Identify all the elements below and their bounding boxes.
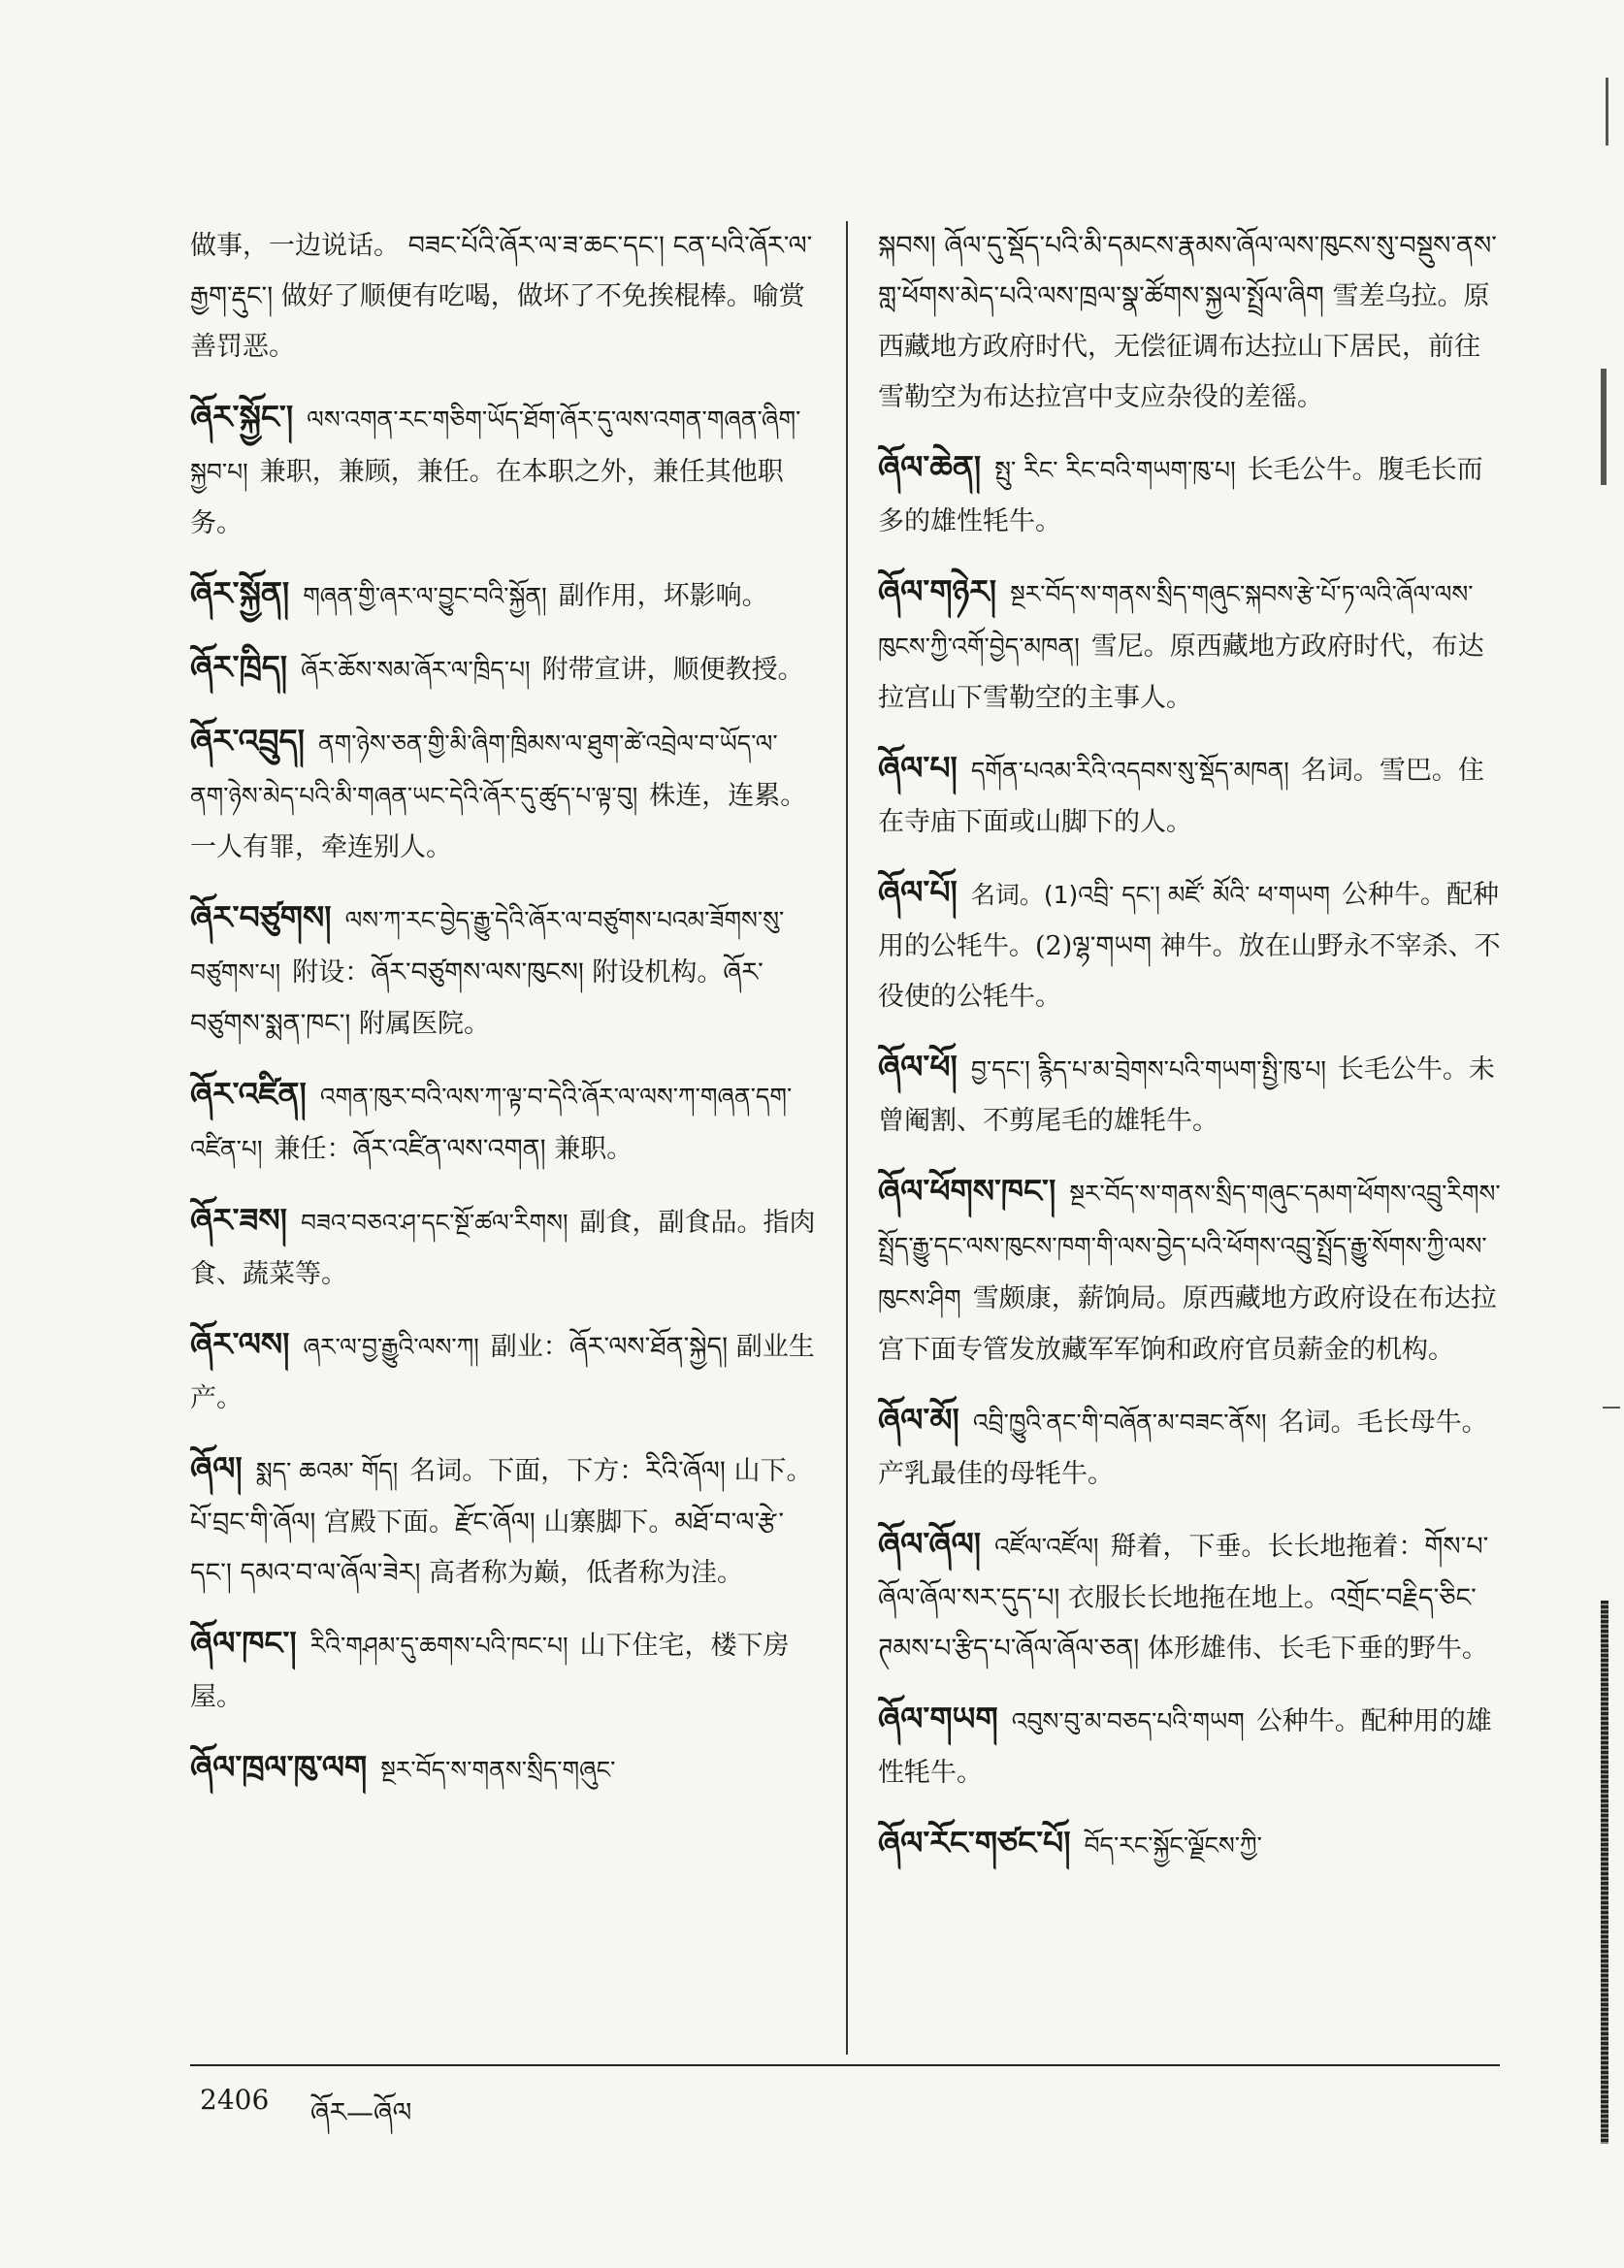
headword: ཞོལ། xyxy=(190,1449,243,1487)
dictionary-entry xyxy=(878,867,1504,1022)
headword: ཞོར་སྐྱོང་། xyxy=(190,398,294,436)
edge-mark xyxy=(1606,78,1608,146)
chinese-definition: 雪颇康，薪饷局。原西藏地方政府设在布达拉宫下面专管发放藏军军饷和政府官员薪金的机构。 xyxy=(878,1283,1497,1365)
chinese-definition: 附带宣讲，顺便教授。 xyxy=(541,655,804,685)
dictionary-entry xyxy=(878,1818,1504,1872)
headword: ཞོལ་ཆེན། xyxy=(878,448,982,486)
dictionary-entry xyxy=(878,442,1504,547)
dictionary-entry xyxy=(878,1166,1504,1376)
chinese-definition: 搿着，下垂。长长地拖着：གོས་པ་ཞོལ་ཞོལ་སར་དུད་པ། 衣服长长地拖在地上。འགྲོང་བརྗིད་ཅིང་ཊམས་པ་རྩིད་པ་ཞོལ་ཞོལ་ཅན། 体形雄伟、长毛下垂的野牛。 xyxy=(878,1532,1489,1664)
dictionary-entry xyxy=(190,392,816,549)
tibetan-definition: བོད་རང་སྐྱོང་ལྗོངས་ཀྱི་ xyxy=(1084,1831,1262,1860)
dictionary-entry xyxy=(190,642,816,697)
dictionary-entry xyxy=(190,1742,816,1797)
scan-edge-bar xyxy=(1601,1601,1608,2144)
dictionary-entry xyxy=(878,1694,1504,1798)
continuation-text: སྐབས། ཞོལ་དུ་སྡོད་པའི་མི་དམངས་རྣམས་ཞོལ་ལས་ཁུངས་སུ་བསྡུས་ནས་གླ་ཕོགས་མེད་པའི་ལས་ཁྲལ་སྣ་ཚོགས་སྐྱལ་སྤྲོལ་ཞིག 雪差乌拉。原西藏地方政府时代，无偿征调布达拉山下居民，前往雪勒空为布达拉宫中支应杂役的差徭。 xyxy=(878,231,1497,412)
chinese-definition: 山下住宅，楼下房屋。 xyxy=(190,1631,790,1712)
page-number: 2406 xyxy=(200,2084,270,2116)
chinese-definition: 雪尼。原西藏地方政府时代，布达拉宫山下雪勒空的主事人。 xyxy=(878,632,1484,713)
headword: ཞོལ་ཞོལ། xyxy=(878,1525,982,1563)
dictionary-entry xyxy=(190,1319,816,1424)
chinese-definition: 公种牛。配种用的雄性牦牛。 xyxy=(878,1706,1492,1788)
tibetan-definition: བྱ་དང་། རྙིད་པ་མ་བྲེགས་པའི་གཡག་སྤྱི་ཁུ་པ། xyxy=(970,1055,1326,1084)
edge-mark xyxy=(1603,1407,1620,1409)
dictionary-entry xyxy=(878,1042,1504,1147)
headword: ཞོར་ཁྲིད། xyxy=(190,648,288,686)
headword: ཞོར་ཟས། xyxy=(190,1201,287,1239)
dictionary-entry xyxy=(190,568,816,623)
headword: ཞོལ་པོ། xyxy=(878,873,958,911)
tibetan-definition: ནག་ཉེས་ཅན་གྱི་མི་ཞིག་ཁྲིམས་ལ་ཐུག་ཚེ་འབྲེལ་བ་ཡོད་ལ་ནག་ཉེས་མེད་པའི་མི་གཞན་ཡང་དེའི་ཞོར་དུ་ཚུད་པ་ལྟ་བུ། xyxy=(190,729,778,810)
dictionary-entry xyxy=(190,1195,816,1300)
tibetan-definition: སྔར་བོད་ས་གནས་སྲིད་གཞུང་ xyxy=(380,1756,616,1784)
headword: ཞོར་འབྲུད། xyxy=(190,722,305,760)
left-column xyxy=(190,221,816,1816)
tibetan-definition: ཞར་ལ་བྱ་རྒྱུའི་ལས་ཀ། xyxy=(303,1333,479,1361)
tibetan-definition: སྤུ་ རིང་ རིང་བའི་གཡག་ཁུ་པ། xyxy=(994,456,1236,484)
headword: ཞོལ་ཕོ། xyxy=(878,1048,958,1085)
dictionary-entry xyxy=(878,1395,1504,1500)
headword: ཞོར་འཛིན། xyxy=(190,1075,307,1113)
running-head: ཞོར—ཞོལ xyxy=(310,2096,412,2128)
chinese-definition: 附设：ཞོར་བཙུགས་ལས་ཁུངས། 附设机构。ཞོར་བཙུགས་སྨན་ཁང་། 附属医院。 xyxy=(190,957,763,1039)
tibetan-definition: སྔར་བོད་ས་གནས་སྲིད་གཞུང་སྐབས་རྩེ་པོ་ཏ་ལའི་ཞོལ་ལས་ཁུངས་ཀྱི་འགོ་བྱེད་མཁན། xyxy=(878,580,1474,661)
tibetan-definition: འབྲི་ཁྱུའི་ནང་གི་བཞོན་མ་བཟང་ནོས། xyxy=(972,1409,1267,1437)
chinese-definition: 名词。毛长母牛。产乳最佳的母牦牛。 xyxy=(878,1408,1488,1489)
chinese-definition: 公种牛。配种用的公牦牛。(2)ལྷ་གཡག 神牛。放在山野永不宰杀、不役使的公牦牛。 xyxy=(878,880,1501,1012)
headword: ཞོལ་པ། xyxy=(878,749,958,787)
tibetan-definition: 名词。(1)འབྲི་ དང་། མཛོ་ མོའི་ ཕ་གཡག xyxy=(970,881,1330,909)
column-divider xyxy=(846,221,848,2055)
continuation-text: 做事，一边说话。 བཟང་པོའི་ཞོར་ལ་ཟ་ཆང་དང་། ངན་པའི་ཞོར་ལ་རྒྱག་རྡུང་། 做好了顺便有吃喝，做坏了不免挨棍棒。喻赏善罚恶。 xyxy=(190,231,813,362)
headword: ཞོལ་ཕོགས་ཁང་། xyxy=(878,1172,1056,1210)
headword: ཞོལ་རོང་གཙང་པོ། xyxy=(878,1824,1071,1862)
chinese-definition: 副食，副食品。指肉食、蔬菜等。 xyxy=(190,1208,816,1289)
chinese-definition: 名词。雪巴。住在寺庙下面或山脚下的人。 xyxy=(878,756,1484,837)
tibetan-definition: སྨད་ ཆའམ་ གོད། xyxy=(255,1457,399,1485)
chinese-definition: 兼任：ཞོར་འཛིན་ལས་འགན། 兼职。 xyxy=(274,1134,633,1164)
chinese-definition: 副作用，坏影响。 xyxy=(558,581,768,611)
tibetan-definition: ལས་ཀ་རང་བྱེད་རྒྱུ་དེའི་ཞོར་ལ་བཙུགས་པའམ་ཟོགས་སུ་བཙུགས་པ། xyxy=(190,906,785,987)
chinese-definition: 副业：ཞོར་ལས་ཐོན་སྐྱེད། 副业生产。 xyxy=(190,1332,815,1413)
tibetan-definition: རིའི་གཤམ་དུ་ཆགས་པའི་ཁང་པ། xyxy=(309,1632,568,1660)
tibetan-definition: འཛོལ་འཛོལ། xyxy=(994,1533,1099,1561)
dictionary-entry xyxy=(878,1519,1504,1674)
tibetan-definition: ཞོར་ཆོས་སམ་ཞོར་ལ་ཁྲིད་པ། xyxy=(301,656,531,684)
edge-mark xyxy=(1601,369,1607,485)
chinese-definition: 株连，连累。一人有罪，牵连别人。 xyxy=(190,781,807,862)
right-column xyxy=(878,221,1504,1892)
dictionary-entry xyxy=(190,1069,816,1176)
headword: ཞོལ་གཉེར། xyxy=(878,572,997,610)
tibetan-definition: སྔར་བོད་ས་གནས་སྲིད་གཞུང་དམག་ཕོགས་འབྲུ་རིགས་སྤྲོད་རྒྱུ་དང་ལས་ཁུངས་ཁག་གི་ལས་བྱེད་པའི་ཕོགས་འབྲུ་སྤྲོད་རྒྱུ་སོགས་ཀྱི་ལས་ཁུངས་ཤིག xyxy=(878,1180,1501,1312)
tibetan-definition: ལས་འགན་རང་གཅིག་ཡོད་ཐོག་ཞོར་དུ་ལས་འགན་གཞན་ཞིག་སྐྱབ་པ། xyxy=(190,405,801,486)
headword: ཞོལ་མོ། xyxy=(878,1401,959,1439)
dictionary-entry xyxy=(878,743,1504,848)
tibetan-definition: འགན་ཁུར་བའི་ལས་ཀ་ལྟ་བ་དེའི་ཞོར་ལ་ལས་ཀ་གཞན་དག་འཛིན་པ། xyxy=(190,1083,793,1163)
dictionary-entry xyxy=(190,716,816,873)
headword: ཞོར་ལས། xyxy=(190,1325,290,1363)
dictionary-entry xyxy=(190,1618,816,1723)
headword: ཞོལ་གཡག xyxy=(878,1700,998,1737)
tibetan-definition: བཟའ་བཅའ་ཤ་དང་སྔོ་ཚལ་རིགས། xyxy=(300,1209,568,1237)
chinese-definition: 兼职，兼顾，兼任。在本职之外，兼任其他职务。 xyxy=(190,457,784,538)
chinese-definition: 长毛公牛。未曾阉割、不剪尾毛的雄牦牛。 xyxy=(878,1054,1495,1136)
headword: ཞོར་སྐྱོན། xyxy=(190,574,290,612)
tibetan-definition: འབུས་བུ་མ་བཅད་པའི་གཡག xyxy=(1011,1707,1245,1735)
dictionary-entry xyxy=(878,567,1504,724)
tibetan-definition: གཞན་གྱི་ཞར་ལ་བྱུང་བའི་སྐྱོན། xyxy=(303,582,547,610)
headword: ཞོར་བཙུགས། xyxy=(190,898,332,936)
tibetan-definition: དགོན་པའམ་རིའི་འདབས་སུ་སྡོད་མཁན། xyxy=(970,757,1289,785)
chinese-definition: 名词。下面，下方：རིའི་ཞོལ། 山下。པོ་བྲང་གི་ཞོལ། 宫殿下面。རྫོང་ཞོལ། 山寨脚下。མཐོ་བ་ལ་རྩེ་དང་། དམའ་བ་ལ་ཞོལ་ཟེར། 高者称为巅，低者称为洼。 xyxy=(190,1456,813,1588)
chinese-definition: 长毛公牛。腹毛长而多的雄性牦牛。 xyxy=(878,455,1483,536)
entry-continuation xyxy=(878,221,1504,423)
dictionary-entry xyxy=(190,1443,816,1599)
headword: ཞོལ་ཁང་། xyxy=(190,1624,297,1662)
entry-continuation xyxy=(190,221,816,373)
footer-rule xyxy=(190,2064,1500,2066)
dictionary-entry xyxy=(190,892,816,1050)
headword: ཞོལ་ཁྲལ་ཁུ་ལག xyxy=(190,1748,368,1786)
